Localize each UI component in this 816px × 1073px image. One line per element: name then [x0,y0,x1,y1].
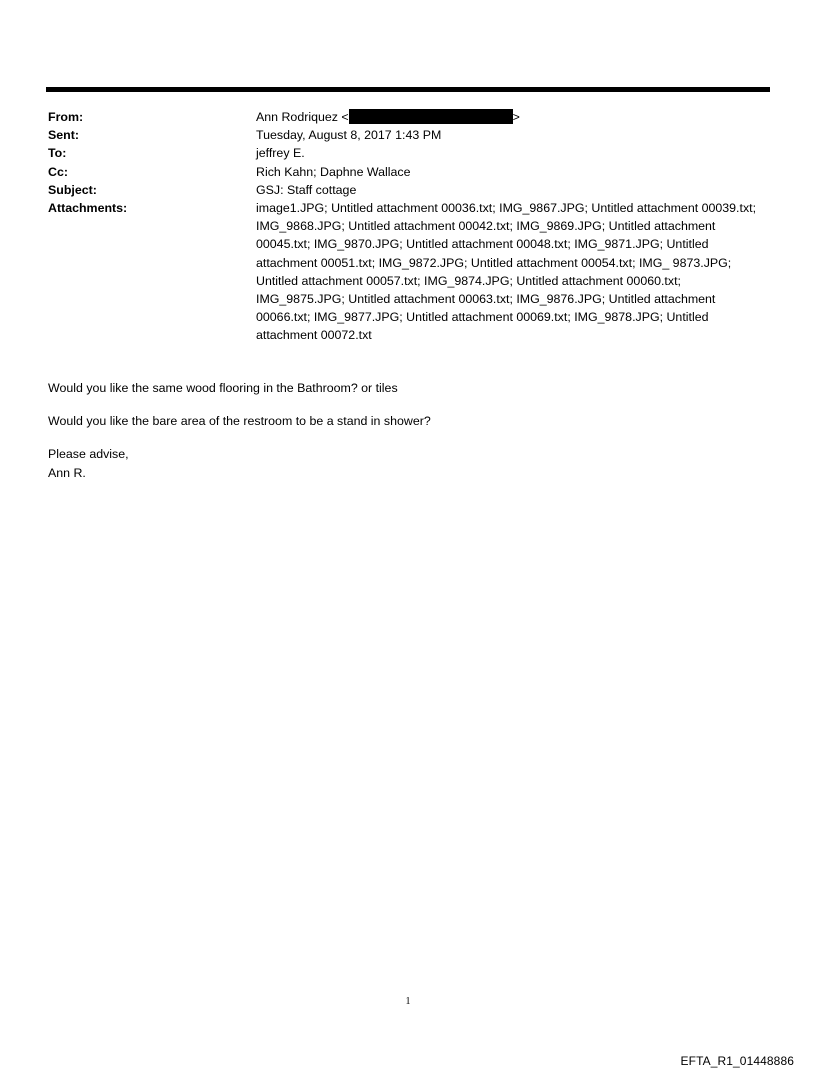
header-divider [46,87,770,92]
attachments-value: image1.JPG; Untitled attachment 00036.txt; IMG_9867.JPG; Untitled attachment 00039.txt; IMG_9868.JPG; Untitled attachment 00042.txt; IMG_9869.JPG; Untitled attachment 00045.txt; IMG_9870.JPG; Untitled attachment 00048.txt; IMG_9871.JPG; Untitled attachment 00051.txt; IMG_9872.JPG; Untitled attachment 00054.txt; IMG_ 9873.JPG; Untitled attachment 00057.txt; IMG_9874.JPG; Untitled attachment 00060.txt; IMG_9875.JPG; Untitled attachment 00063.txt; IMG_9876.JPG; Untitled attachment 00066.txt; IMG_9877.JPG; Untitled attachment 00069.txt; IMG_9878.JPG; Untitled attachment 00072.txt [256,201,757,343]
attachments-label: Attachments: [48,201,128,216]
sent-label: Sent: [48,128,79,143]
subject-value: GSJ: Staff cottage [256,182,357,197]
cc-row [48,163,764,181]
from-value [256,108,764,126]
email-body [48,379,764,482]
from-name: Ann Rodriquez < [256,110,349,124]
subject-row [48,181,764,199]
to-value: jeffrey E. [256,146,305,161]
to-row [48,144,764,162]
sent-value: Tuesday, August 8, 2017 1:43 PM [256,128,442,143]
cc-value: Rich Kahn; Daphne Wallace [256,164,411,179]
from-suffix: > [512,110,520,124]
redacted-email-address [349,109,513,124]
body-paragraph-2: Would you like the bare area of the restroom to be a stand in shower? [48,414,431,429]
document-id: EFTA_R1_01448886 [680,1054,794,1068]
sent-row [48,126,764,144]
from-label: From: [48,110,84,124]
page-number: 1 [405,996,411,1007]
email-header [48,108,764,345]
body-signature: Ann R. [48,465,86,480]
body-closing: Please advise, [48,447,129,462]
cc-label: Cc: [48,164,68,179]
subject-label: Subject: [48,182,97,197]
body-paragraph-1: Would you like the same wood flooring in the Bathroom? or tiles [48,381,398,395]
from-row [48,108,764,126]
attachments-row [48,199,764,345]
to-label: To: [48,146,67,161]
